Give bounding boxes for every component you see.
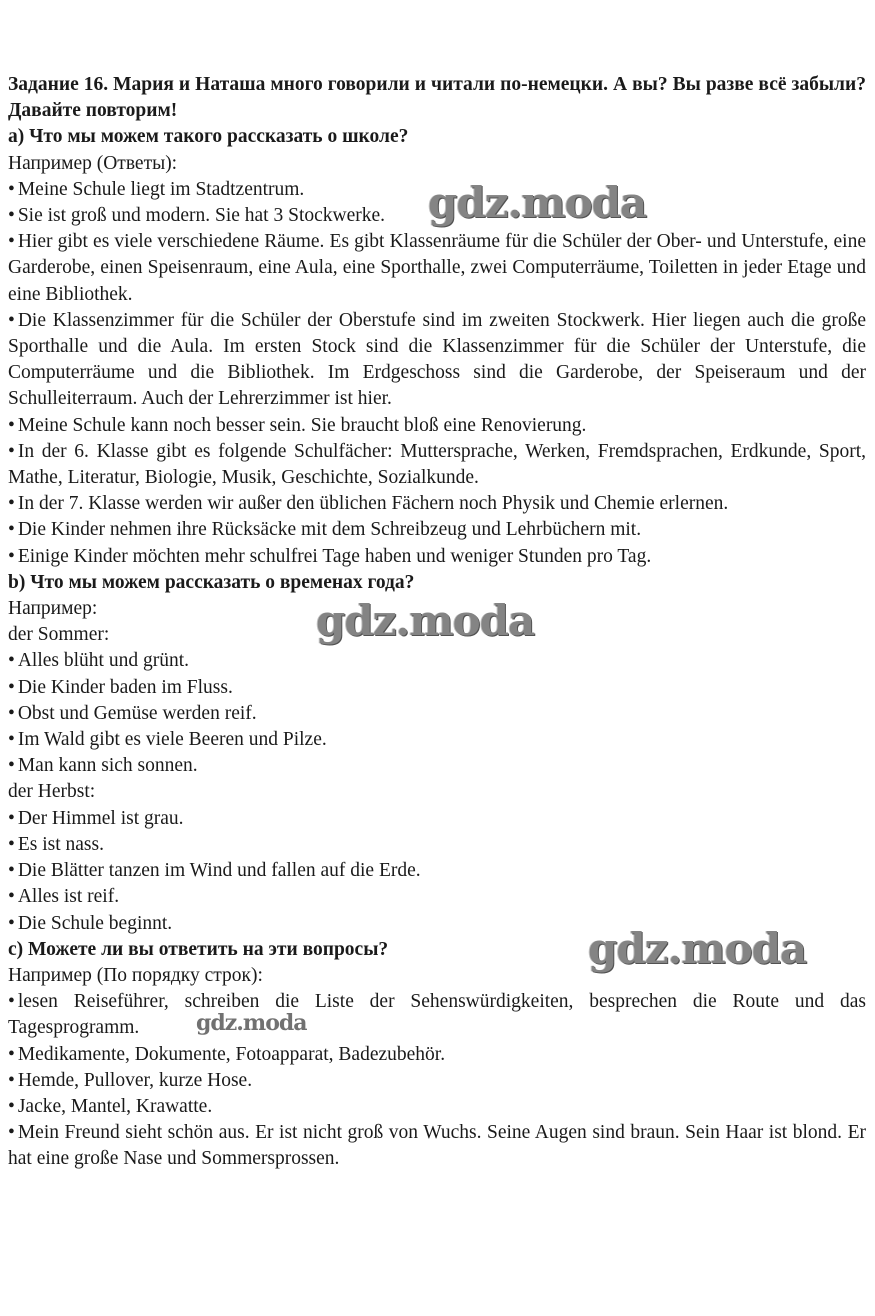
watermark: gdz.moda [428, 178, 647, 227]
list-item: • Medikamente, Dokumente, Fotoapparat, Badezubehör. [8, 1042, 866, 1068]
list-item: • Der Himmel ist grau. [8, 806, 866, 832]
list-item: • Meine Schule liegt im Stadtzentrum. [8, 177, 866, 203]
list-item: • Hemde, Pullover, kurze Hose. [8, 1068, 866, 1094]
summer-label: der Sommer: [8, 624, 110, 646]
list-item: • lesen Reiseführer, schreiben die Liste der Sehenswürdigkeiten, besprechen die Route und das Tagesprogramm. [8, 989, 866, 1041]
section-a-heading: a) Что мы можем такого рассказать о школе? [8, 126, 409, 148]
list-item: • Sie ist groß und modern. Sie hat 3 Stockwerke. [8, 203, 866, 229]
list-item: • Obst und Gemüse werden reif. [8, 701, 866, 727]
list-item: • In der 7. Klasse werden wir außer den üblichen Fächern noch Physik und Chemie erlernen. [8, 491, 866, 517]
list-item: • Mein Freund sieht schön aus. Er ist nicht groß von Wuchs. Seine Augen sind braun. Sein Haar ist blond. Er hat eine große Nase und Sommersprossen. [8, 1120, 866, 1172]
watermark: gdz.moda [196, 1010, 307, 1036]
task-title: Задание 16. Мария и Наташа много говорили и читали по-немецки. А вы? Вы разве всё забыли? Давайте повторим! [8, 74, 866, 122]
list-item: • Alles blüht und grünt. [8, 648, 866, 674]
section-a-intro: Например (Ответы): [8, 152, 178, 174]
list-item: • Die Blätter tanzen im Wind und fallen auf die Erde. [8, 858, 866, 884]
list-item: • In der 6. Klasse gibt es folgende Schulfächer: Muttersprache, Werken, Fremdsprachen, Erdkunde, Sport, Mathe, Literatur, Biologie, Musik, Geschichte, Sozialkunde. [8, 439, 866, 491]
watermark: gdz.moda [316, 596, 535, 645]
list-item: • Die Kinder nehmen ihre Rücksäcke mit dem Schreibzeug und Lehrbüchern mit. [8, 517, 866, 543]
list-item: • Einige Kinder möchten mehr schulfrei Tage haben und weniger Stunden pro Tag. [8, 544, 866, 570]
list-item: • Hier gibt es viele verschiedene Räume. Es gibt Klassenräume für die Schüler der Ober- und Unterstufe, eine Garderobe, einen Speisenraum, eine Aula, eine Sporthalle, zwei Computerräume, Toiletten in jeder Etage und eine Bibliothek. [8, 229, 866, 308]
list-item: • Im Wald gibt es viele Beeren und Pilze. [8, 727, 866, 753]
list-item: • Die Klassenzimmer für die Schüler der Oberstufe sind im zweiten Stockwerk. Hier liegen auch die große Sporthalle und die Aula. Im ersten Stock sind die Klassenzimmer für die Schüler der Unterstufe, die Computerräume und die Bibliothek. Im Erdgeschoss sind die Garderobe, der Speiseraum und der Schulleiterraum. Auch der Lehrerzimmer ist hier. [8, 308, 866, 413]
list-item: • Jacke, Mantel, Krawatte. [8, 1094, 866, 1120]
list-item: • Die Schule beginnt. [8, 911, 866, 937]
autumn-label: der Herbst: [8, 781, 96, 803]
watermark: gdz.moda [588, 924, 807, 973]
list-item: • Es ist nass. [8, 832, 866, 858]
list-item: • Alles ist reif. [8, 884, 866, 910]
list-item: • Die Kinder baden im Fluss. [8, 675, 866, 701]
list-item: • Meine Schule kann noch besser sein. Sie braucht bloß eine Renovierung. [8, 413, 866, 439]
list-item: • Man kann sich sonnen. [8, 753, 866, 779]
section-c-intro: Например (По порядку строк): [8, 964, 263, 986]
section-c-heading: c) Можете ли вы ответить на эти вопросы? [8, 938, 389, 960]
section-b-intro: Например: [8, 598, 98, 620]
section-b-heading: b) Что мы можем рассказать о временах года? [8, 571, 415, 593]
